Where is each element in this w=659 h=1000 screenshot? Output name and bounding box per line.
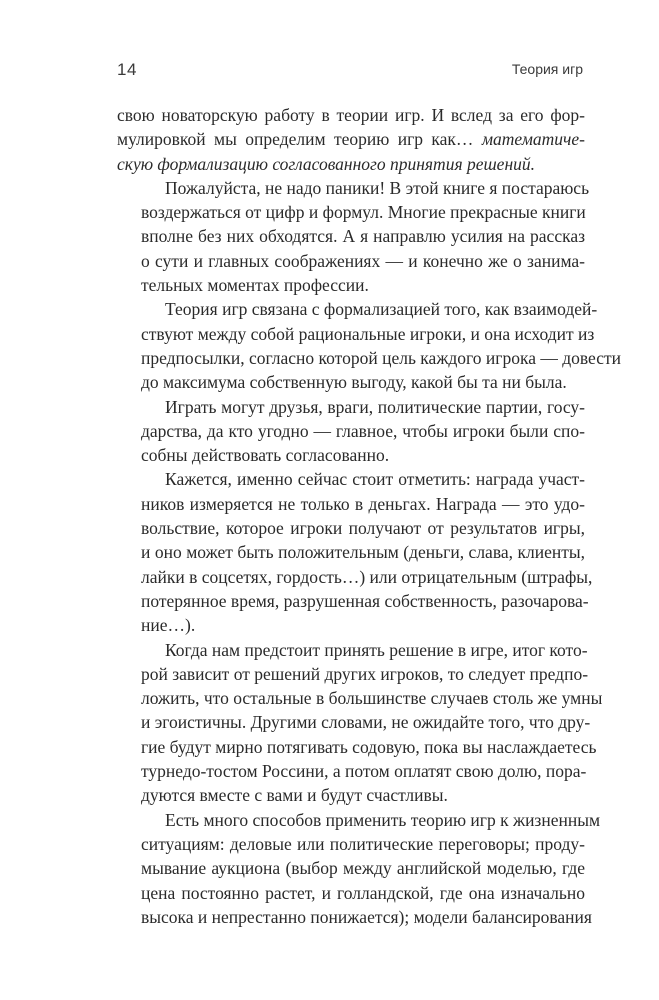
paragraph [117, 176, 590, 297]
text-line: Когда нам предстоит принять решение в игре, итог кото- [165, 639, 588, 660]
text-line: гие будут мирно потягивать содовую, пока вы наслаждаетесь [141, 736, 597, 757]
text-line: лайки в соцсетях, гордость…) или отрицательным (штрафы, [141, 566, 593, 587]
text-line: до максимума собственную выгоду, какой бы та ни была. [141, 372, 567, 393]
text-line: свою новаторскую работу в теории игр. И вслед за его фор- [117, 105, 585, 125]
text-fragment: мулировкой мы определим теорию игр как… [117, 129, 482, 150]
paragraph [117, 638, 603, 808]
text-line: Кажется, именно сейчас стоит отметить: награда участ- [165, 469, 585, 490]
text-line [117, 127, 585, 151]
book-title: Теория игр [511, 61, 583, 77]
text-line: о сути и главных соображениях — и конечно же о занима- [141, 250, 585, 271]
text-line: Играть могут друзья, враги, политические партии, госу- [165, 396, 585, 417]
text-line: и оно может быть положительным (деньги, слава, клиенты, [141, 542, 585, 563]
text-line: Есть много способов применить теорию игр к жизненным [165, 809, 601, 830]
text-line: ложить, что остальные в большинстве случаев столь же умны [141, 688, 603, 709]
text-line: турнедо-тостом Россини, а потом оплатят свою долю, пора- [141, 761, 587, 782]
text-line: мывание аукциона (выбор между английской моделью, где [141, 858, 585, 879]
text-line: ствуют между собой рациональные игроки, и она исходит из [141, 323, 595, 344]
text-line: воздержаться от цифр и формул. Многие прекрасные книги [141, 202, 586, 223]
italic-text: скую формализацию согласованного принятия решений. [117, 153, 536, 174]
paragraph [117, 808, 601, 929]
text-line: ситуациям: деловые или политические переговоры; проду- [141, 833, 585, 854]
text-line: собны действовать согласованно. [141, 445, 390, 466]
paragraph [117, 297, 622, 394]
page-number: 14 [117, 60, 137, 79]
text-line: вольствие, которое игроки получают от результатов игры, [141, 518, 585, 539]
text-line: ние…). [141, 615, 196, 636]
text-line: рой зависит от решений других игроков, то следует предпо- [141, 663, 589, 684]
text-line: вполне без них обходятся. А я направлю усилия на рассказ [141, 226, 585, 247]
text-line: цена постоянно растет, и голландской, где она изначально [141, 882, 585, 903]
text-line: высока и непрестанно понижается); модели балансирования [141, 906, 592, 927]
text-line: Теория игр связана с формализацией того, как взаимодей- [165, 299, 598, 320]
running-head [117, 60, 583, 88]
body-text [117, 103, 622, 929]
text-line: предпосылки, согласно которой цель каждого игрока — довести [141, 347, 622, 368]
text-line: ников измеряется не только в деньгах. Награда — это удо- [141, 493, 585, 514]
text-line: дарства, да кто угодно — главное, чтобы игроки были спо- [141, 420, 585, 441]
text-line: Пожалуйста, не надо паники! В этой книге я постараюсь [165, 177, 590, 198]
paragraph [117, 103, 585, 176]
text-line: и эгоистичны. Другими словами, не ожидайте того, что дру- [141, 712, 591, 733]
text-line: дуются вместе с вами и будут счастливы. [141, 785, 448, 806]
text-line [117, 152, 585, 176]
paragraph [117, 467, 593, 637]
text-line: потерянное время, разрушенная собственность, разочарова- [141, 590, 589, 611]
italic-text: математиче- [481, 129, 585, 150]
text-line: тельных моментах профессии. [141, 275, 369, 296]
paragraph [117, 395, 585, 468]
